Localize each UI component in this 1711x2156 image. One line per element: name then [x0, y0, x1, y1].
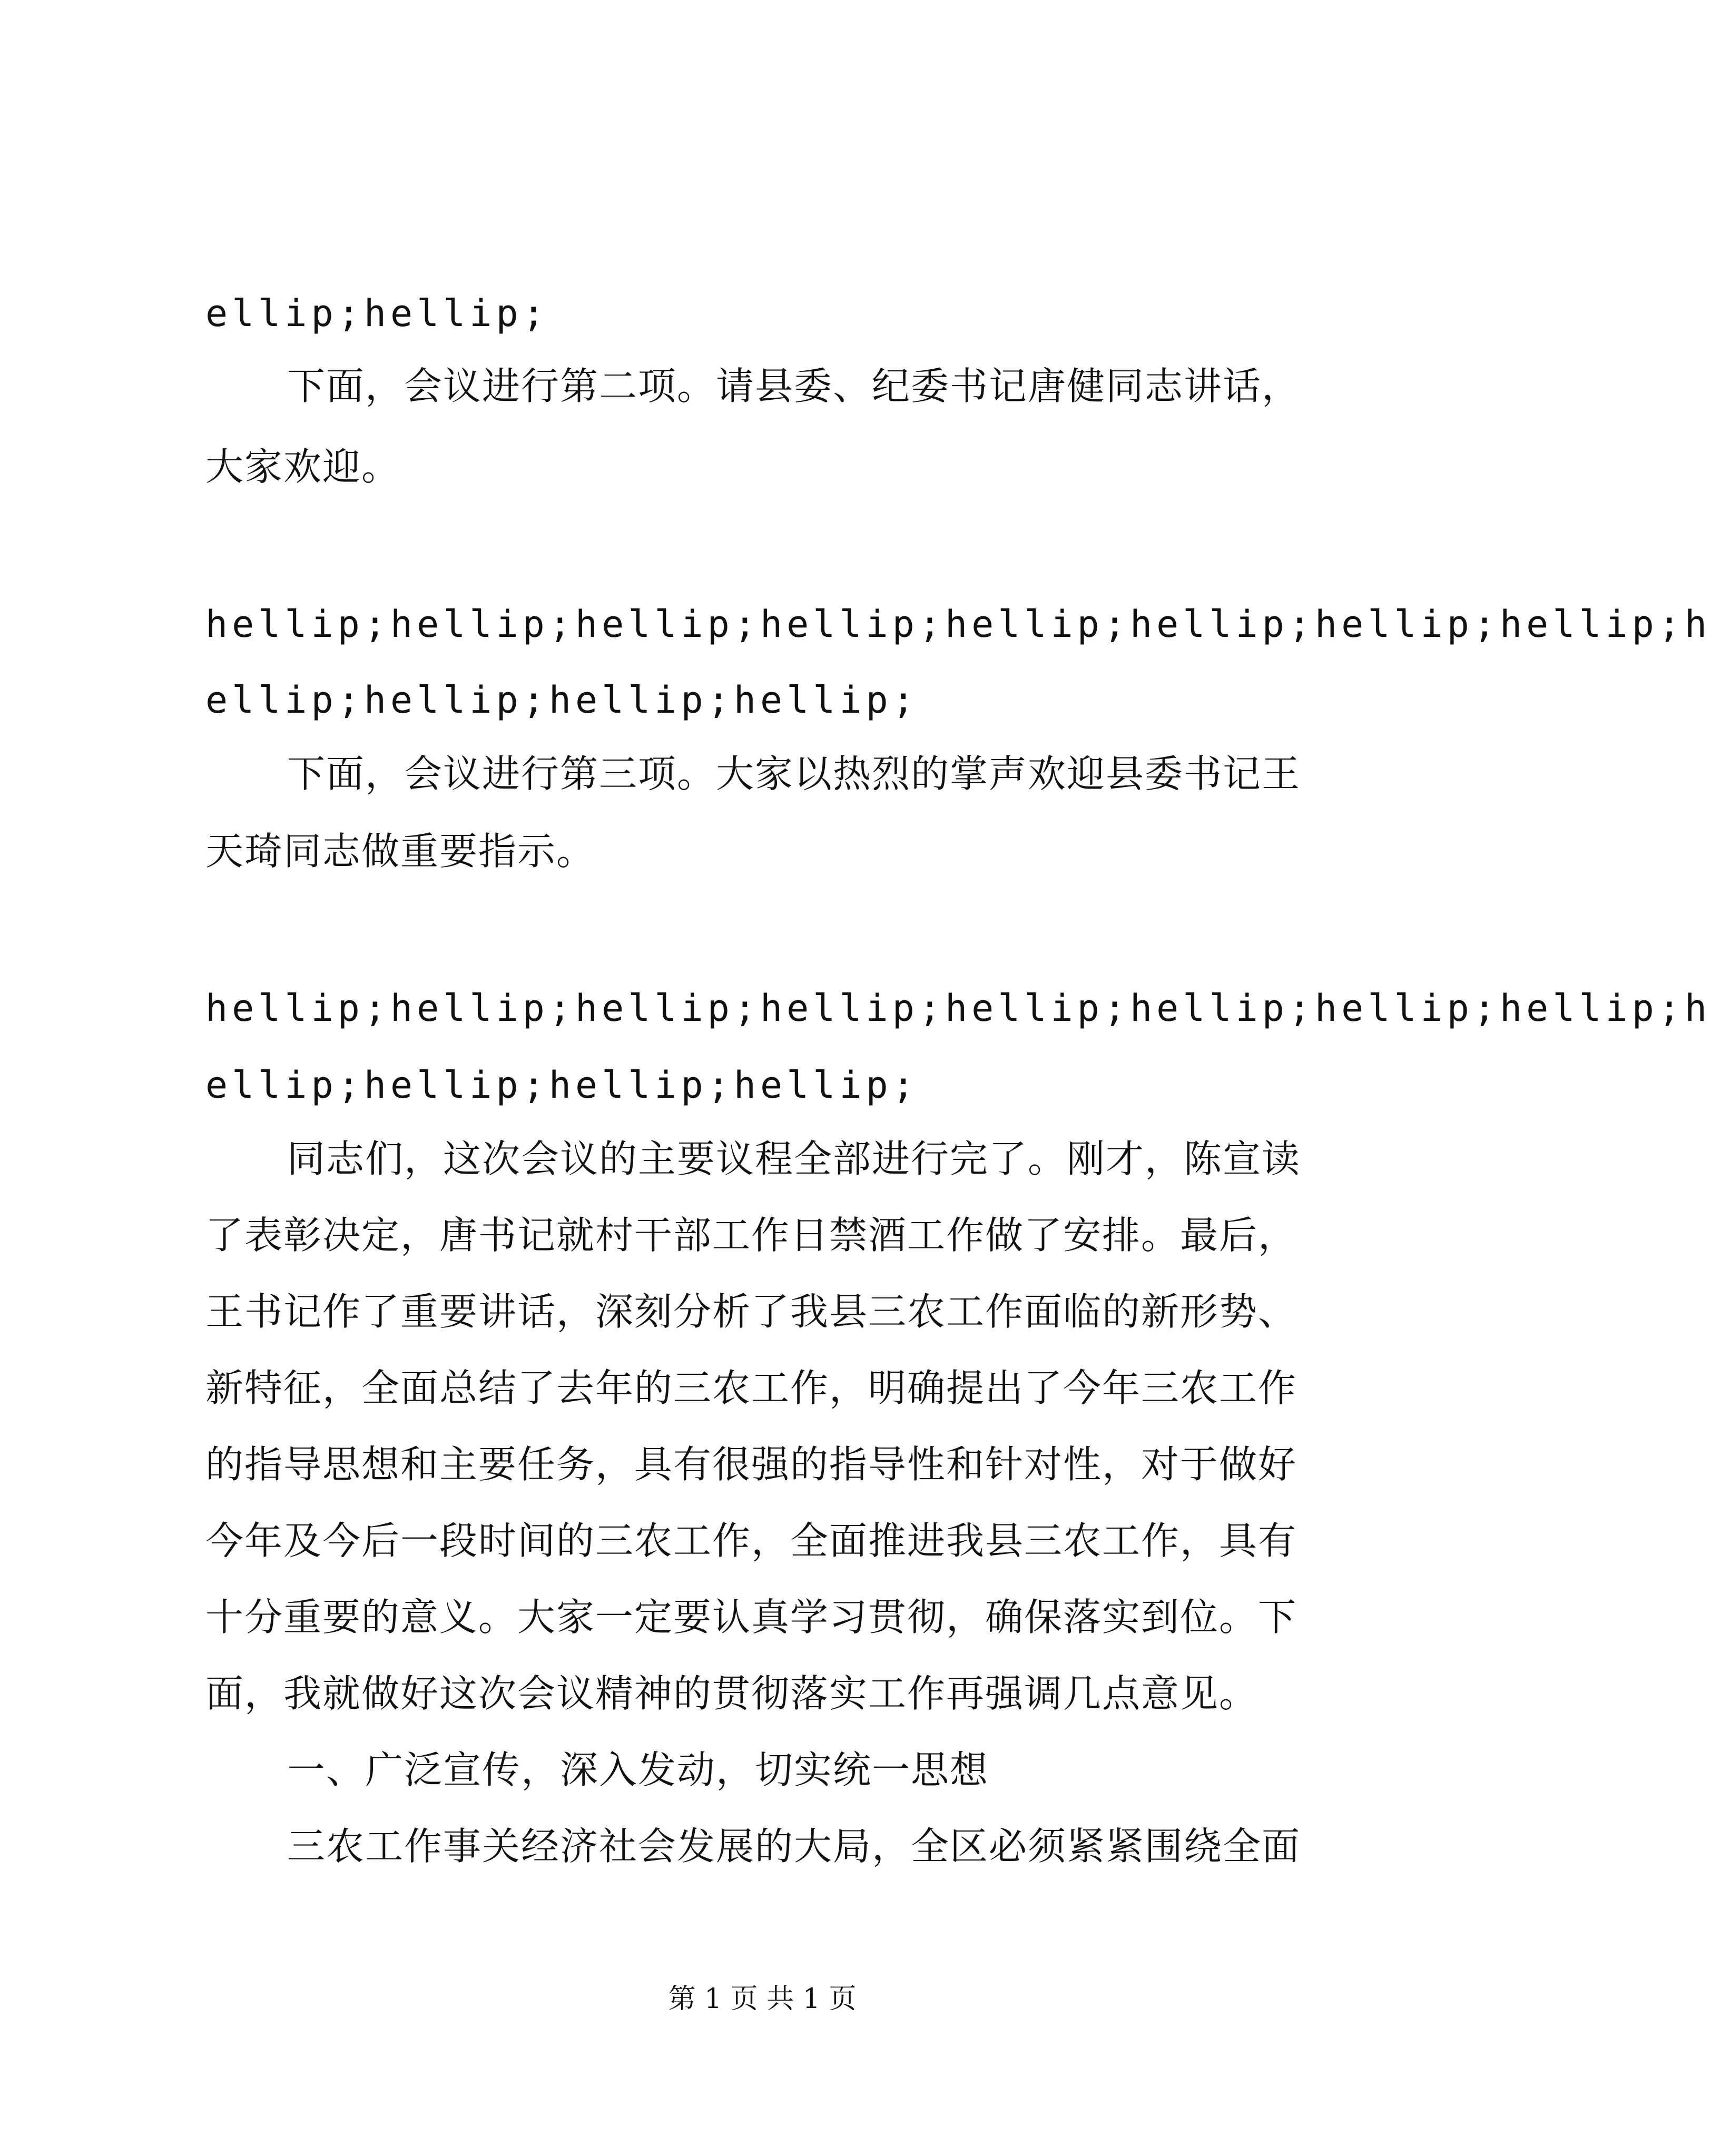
paragraph-line: 下面，会议进行第二项。请县委、纪委书记唐健同志讲话， — [287, 364, 1301, 408]
text-line: hellip;hellip;hellip;hellip;hellip;hellip;hellip;hellip;h — [205, 987, 1711, 1030]
paragraph-line: 王书记作了重要讲话，深刻分析了我县三农工作面临的新形势、 — [205, 1289, 1297, 1334]
paragraph-line: 新特征，全面总结了去年的三农工作，明确提出了今年三农工作 — [205, 1366, 1297, 1410]
text-line: ellip;hellip;hellip;hellip; — [205, 678, 919, 722]
paragraph-line: 了表彰决定，唐书记就村干部工作日禁酒工作做了安排。最后， — [205, 1213, 1297, 1257]
paragraph-line: 今年及今后一段时间的三农工作，全面推进我县三农工作，具有 — [205, 1519, 1297, 1563]
paragraph-line: 下面，会议进行第三项。大家以热烈的掌声欢迎县委书记王 — [287, 752, 1301, 796]
paragraph-line: 三农工作事关经济社会发展的大局，全区必须紧紧围绕全面 — [287, 1824, 1301, 1868]
text-line: ellip;hellip;hellip;hellip; — [205, 1064, 919, 1107]
paragraph-line: 天琦同志做重要指示。 — [205, 829, 596, 873]
paragraph-line: 面，我就做好这次会议精神的贯彻落实工作再强调几点意见。 — [205, 1671, 1258, 1716]
text-line: hellip;hellip;hellip;hellip;hellip;hellip;hellip;hellip;h — [205, 603, 1711, 646]
paragraph-line: 同志们，这次会议的主要议程全部进行完了。刚才，陈宣读 — [287, 1137, 1301, 1181]
paragraph-line: 大家欢迎。 — [205, 445, 401, 489]
paragraph-line: 的指导思想和主要任务，具有很强的指导性和针对性，对于做好 — [205, 1442, 1297, 1486]
paragraph-line: 十分重要的意义。大家一定要认真学习贯彻，确保落实到位。下 — [205, 1595, 1297, 1639]
page-number-footer: 第 1 页 共 1 页 — [668, 1983, 857, 2015]
text-line: ellip;hellip; — [205, 292, 549, 335]
section-heading: 一、广泛宣传，深入发动，切实统一思想 — [287, 1748, 989, 1792]
